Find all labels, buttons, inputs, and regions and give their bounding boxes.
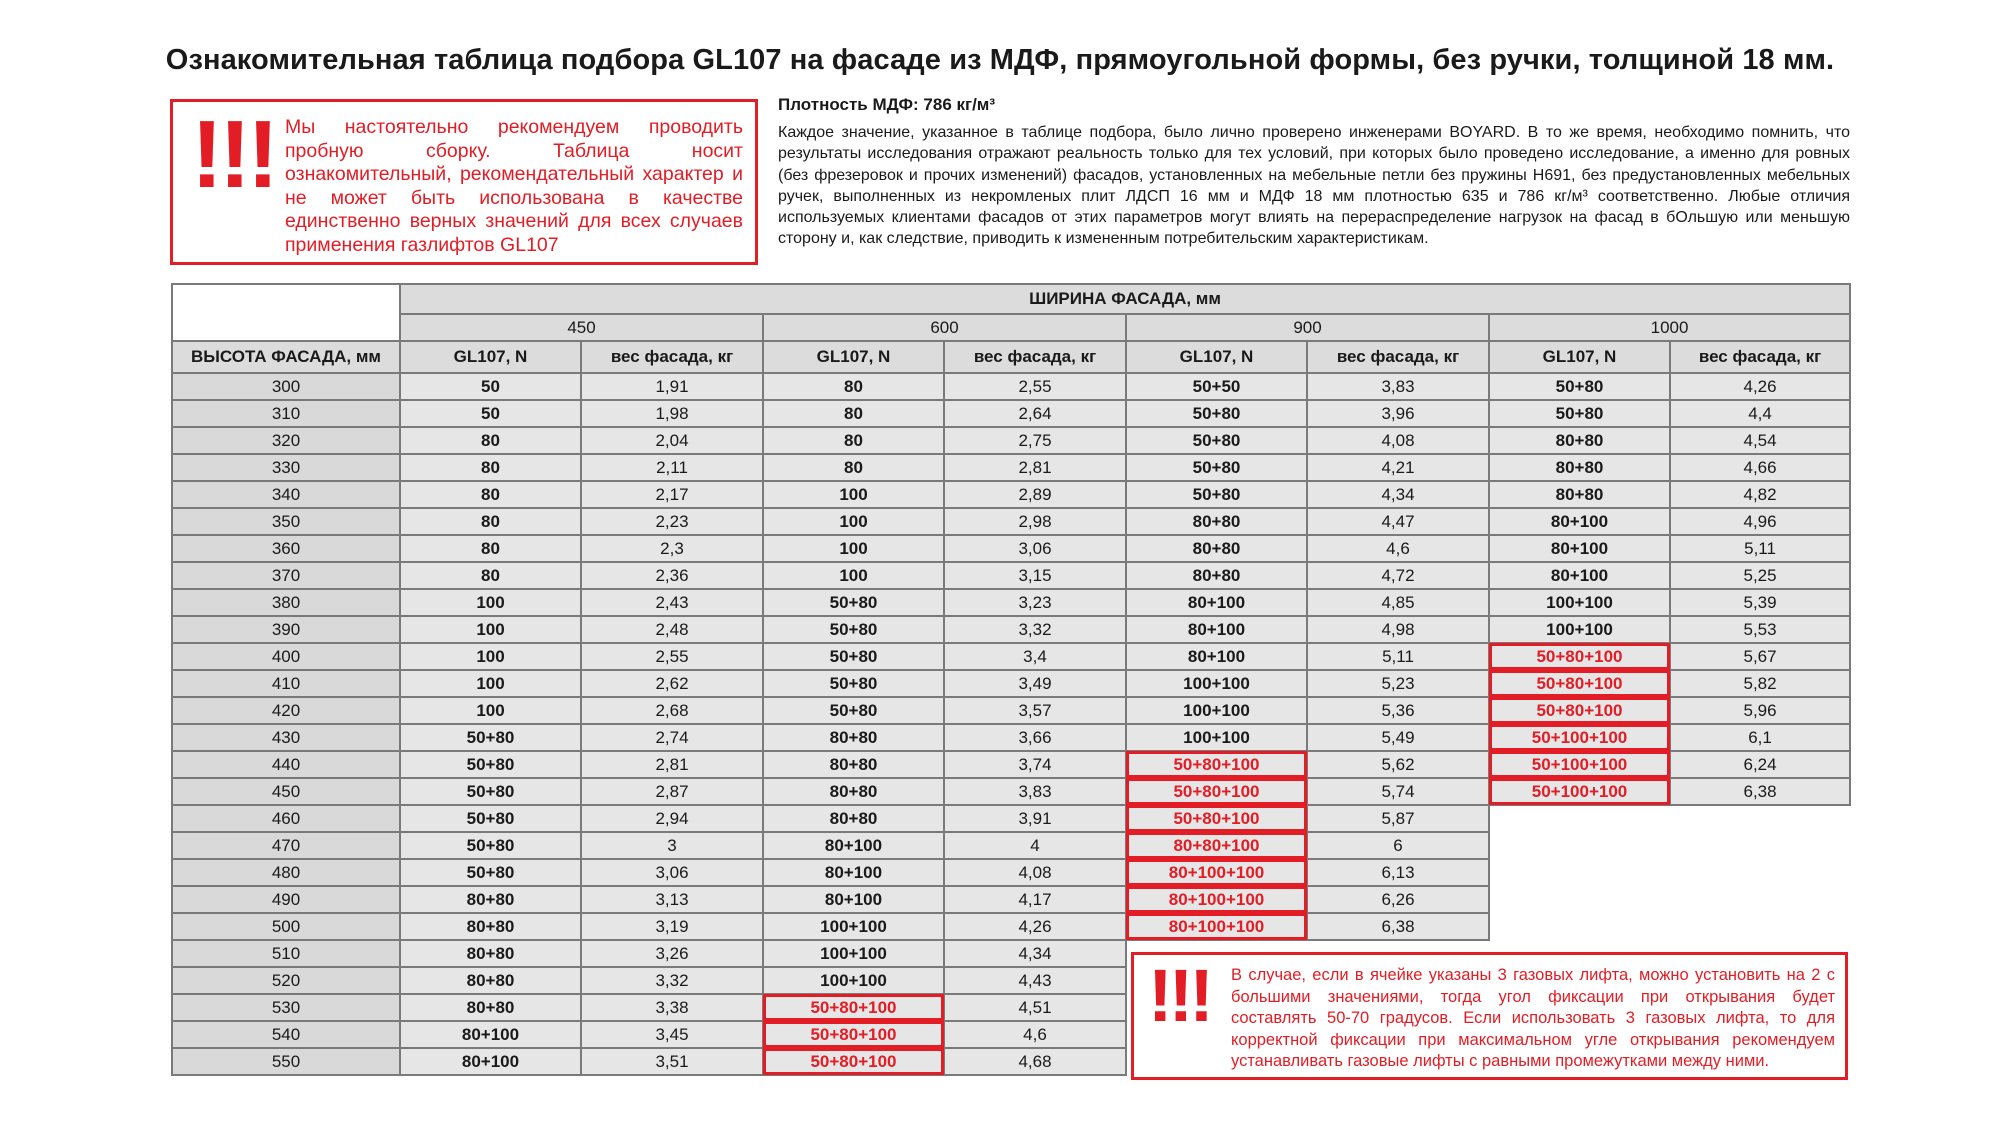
weight-cell: 3,74 [944, 751, 1126, 778]
weight-cell: 5,23 [1307, 670, 1489, 697]
table-row [172, 400, 1850, 427]
weight-cell: 5,11 [1670, 535, 1850, 562]
height-cell: 500 [172, 913, 400, 940]
weight-cell: 5,36 [1307, 697, 1489, 724]
height-header: ВЫСОТА ФАСАДА, мм [172, 341, 400, 373]
weight-cell: 2,98 [944, 508, 1126, 535]
warning-box-top [170, 99, 758, 265]
gl107-cell: 100+100 [763, 940, 944, 967]
weight-cell: 3,19 [581, 913, 763, 940]
gl107-cell: 80+100 [763, 859, 944, 886]
height-cell: 470 [172, 832, 400, 859]
gl107-cell: 50+80 [1489, 373, 1670, 400]
gl107-cell: 50+100+100 [1489, 751, 1670, 778]
gl107-cell: 80+80 [1489, 481, 1670, 508]
weight-cell: 5,67 [1670, 643, 1850, 670]
exclamation-icon: !!! [1148, 954, 1210, 1037]
gl107-cell: 80+80 [400, 886, 581, 913]
height-cell: 430 [172, 724, 400, 751]
weight-cell: 2,17 [581, 481, 763, 508]
weight-cell: 3,51 [581, 1048, 763, 1075]
weight-cell: 3,45 [581, 1021, 763, 1048]
warning-text-bottom: В случае, если в ячейке указаны 3 газовых лифта, можно установить на 2 с большими значениями, тогда угол фиксации при открывания будет составлять 50-70 градусов. Если использовать 3 газовых лифта, то для корректной фиксации при максимальном угле открывания рекомендуем устанавливать газовые лифты с равными промежутками между ними. [1231, 966, 1835, 1070]
weight-cell: 2,81 [581, 751, 763, 778]
warning-box-bottom [1131, 952, 1848, 1080]
weight-cell: 6,13 [1307, 859, 1489, 886]
gl107-cell: 80+80 [400, 913, 581, 940]
width-450-header: 450 [400, 314, 763, 341]
weight-cell: 6,26 [1307, 886, 1489, 913]
table-row [172, 643, 1850, 670]
gl107-cell: 50+80 [400, 778, 581, 805]
empty-cell [1489, 886, 1850, 913]
weight-cell: 5,96 [1670, 697, 1850, 724]
gl107-cell: 80 [400, 454, 581, 481]
gl107-cell: 80+80 [763, 778, 944, 805]
gl107-cell: 80+80 [400, 967, 581, 994]
weight-cell: 3,96 [1307, 400, 1489, 427]
weight-cell: 3,06 [944, 535, 1126, 562]
table-row [172, 913, 1850, 940]
height-cell: 420 [172, 697, 400, 724]
gl107-cell: 100+100 [1126, 724, 1307, 751]
table-row [172, 778, 1850, 805]
warning-text-top: Мы настоятельно рекомендуем проводить пробную сборку. Таблица носит ознакомительный, рекомендательный характер и не может быть использована в качестве единственно верных значений для всех случаев применения газлифтов GL107 [285, 116, 743, 256]
empty-cell [1489, 832, 1850, 859]
gl107-cell: 50+80+100 [1126, 805, 1307, 832]
weight-cell: 4,68 [944, 1048, 1126, 1075]
table-row [172, 481, 1850, 508]
weight-cell: 4,85 [1307, 589, 1489, 616]
table-row [172, 427, 1850, 454]
gl107-cell: 80+100 [1126, 616, 1307, 643]
weight-column-header: вес фасада, кг [1307, 341, 1489, 373]
table-row [172, 886, 1850, 913]
width-1000-header: 1000 [1489, 314, 1850, 341]
empty-cell [1489, 913, 1850, 940]
height-cell: 320 [172, 427, 400, 454]
gl107-cell: 50+80 [1126, 427, 1307, 454]
gl107-cell: 80+100 [400, 1048, 581, 1075]
height-cell: 310 [172, 400, 400, 427]
weight-cell: 4,26 [944, 913, 1126, 940]
weight-cell: 4,43 [944, 967, 1126, 994]
gl107-cell: 80+80 [400, 994, 581, 1021]
weight-cell: 5,82 [1670, 670, 1850, 697]
gl107-cell: 80+100 [763, 832, 944, 859]
weight-cell: 3,83 [1307, 373, 1489, 400]
weight-cell: 5,74 [1307, 778, 1489, 805]
weight-cell: 3 [581, 832, 763, 859]
gl107-cell: 80+100 [1489, 535, 1670, 562]
weight-cell: 4,96 [1670, 508, 1850, 535]
gl107-cell: 50+80 [1126, 454, 1307, 481]
gl107-cell: 80+80 [400, 940, 581, 967]
gl107-cell: 50+80 [1126, 400, 1307, 427]
height-cell: 480 [172, 859, 400, 886]
weight-column-header: вес фасада, кг [944, 341, 1126, 373]
gl107-cell: 50+80 [763, 670, 944, 697]
weight-cell: 3,4 [944, 643, 1126, 670]
gl107-cell: 80+100 [1489, 562, 1670, 589]
exclamation-icon: !!! [191, 101, 275, 208]
weight-cell: 2,55 [581, 643, 763, 670]
weight-cell: 3,06 [581, 859, 763, 886]
weight-cell: 2,89 [944, 481, 1126, 508]
gl107-cell: 80+100 [1126, 643, 1307, 670]
width-900-header: 900 [1126, 314, 1489, 341]
gl107-cell: 80+80 [1126, 562, 1307, 589]
table-row [172, 697, 1850, 724]
gl107-cell: 50+80 [763, 643, 944, 670]
weight-cell: 4,08 [944, 859, 1126, 886]
density-heading: Плотность МДФ: 786 кг/м³ [778, 95, 996, 114]
weight-cell: 4,72 [1307, 562, 1489, 589]
gl107-cell: 80 [763, 427, 944, 454]
weight-cell: 3,15 [944, 562, 1126, 589]
table-row [172, 535, 1850, 562]
table-row [172, 562, 1850, 589]
weight-cell: 3,49 [944, 670, 1126, 697]
weight-cell: 3,66 [944, 724, 1126, 751]
gl107-cell: 80+80 [763, 724, 944, 751]
gl107-cell: 100 [400, 616, 581, 643]
height-cell: 540 [172, 1021, 400, 1048]
weight-cell: 2,43 [581, 589, 763, 616]
weight-cell: 4,34 [944, 940, 1126, 967]
weight-cell: 4,98 [1307, 616, 1489, 643]
gl107-cell: 50+80+100 [1489, 697, 1670, 724]
weight-cell: 2,48 [581, 616, 763, 643]
weight-cell: 4,34 [1307, 481, 1489, 508]
gl107-cell: 50+80 [763, 589, 944, 616]
gl107-cell: 50+80 [400, 805, 581, 832]
height-cell: 510 [172, 940, 400, 967]
gl107-cell: 100+100 [1126, 670, 1307, 697]
gl107-cell: 50+80 [400, 832, 581, 859]
weight-cell: 6 [1307, 832, 1489, 859]
gl107-cell: 50+80+100 [763, 994, 944, 1021]
table-row [172, 454, 1850, 481]
weight-cell: 2,75 [944, 427, 1126, 454]
gl107-cell: 80+100 [1126, 589, 1307, 616]
weight-cell: 4 [944, 832, 1126, 859]
height-cell: 330 [172, 454, 400, 481]
height-cell: 520 [172, 967, 400, 994]
weight-cell: 6,24 [1670, 751, 1850, 778]
weight-column-header: вес фасада, кг [581, 341, 763, 373]
gl107-cell: 50+80+100 [1126, 778, 1307, 805]
gl107-cell: 80 [763, 400, 944, 427]
height-cell: 490 [172, 886, 400, 913]
table-row [172, 589, 1850, 616]
gl107-cell: 80 [400, 427, 581, 454]
weight-cell: 3,26 [581, 940, 763, 967]
gl107-cell: 100 [400, 589, 581, 616]
gl107-cell: 100 [763, 535, 944, 562]
weight-cell: 2,04 [581, 427, 763, 454]
weight-cell: 3,38 [581, 994, 763, 1021]
table-row [172, 859, 1850, 886]
gl107-cell: 80+100 [763, 886, 944, 913]
weight-cell: 5,39 [1670, 589, 1850, 616]
gl107-cell: 50 [400, 373, 581, 400]
gl107-cell: 100+100 [1489, 616, 1670, 643]
gl107-cell: 50+80+100 [763, 1021, 944, 1048]
table-corner [172, 284, 400, 341]
weight-cell: 3,23 [944, 589, 1126, 616]
weight-cell: 2,87 [581, 778, 763, 805]
gl107-cell: 80+80 [763, 805, 944, 832]
weight-cell: 6,38 [1307, 913, 1489, 940]
gl107-cell: 80+100+100 [1126, 913, 1307, 940]
gl107-cell: 100 [400, 643, 581, 670]
gl107-cell: 50+80 [400, 859, 581, 886]
height-cell: 400 [172, 643, 400, 670]
gl107-cell: 80 [400, 562, 581, 589]
gl107-cell: 80+80 [1126, 508, 1307, 535]
table-row [172, 373, 1850, 400]
height-cell: 370 [172, 562, 400, 589]
gl107-column-header: GL107, N [763, 341, 944, 373]
weight-cell: 3,32 [944, 616, 1126, 643]
weight-cell: 2,36 [581, 562, 763, 589]
gl107-cell: 80+100+100 [1126, 886, 1307, 913]
table-row [172, 805, 1850, 832]
table-row [172, 724, 1850, 751]
gl107-cell: 80+80 [763, 751, 944, 778]
weight-cell: 4,54 [1670, 427, 1850, 454]
gl107-cell: 100 [763, 508, 944, 535]
gl107-cell: 80 [763, 454, 944, 481]
weight-cell: 4,82 [1670, 481, 1850, 508]
height-cell: 410 [172, 670, 400, 697]
gl107-cell: 80+80 [1489, 454, 1670, 481]
table-row [172, 670, 1850, 697]
weight-cell: 4,17 [944, 886, 1126, 913]
weight-cell: 2,94 [581, 805, 763, 832]
gl107-column-header: GL107, N [1126, 341, 1307, 373]
height-cell: 300 [172, 373, 400, 400]
weight-cell: 2,68 [581, 697, 763, 724]
weight-cell: 4,6 [944, 1021, 1126, 1048]
height-cell: 460 [172, 805, 400, 832]
weight-cell: 2,23 [581, 508, 763, 535]
weight-cell: 1,91 [581, 373, 763, 400]
height-cell: 340 [172, 481, 400, 508]
weight-cell: 4,21 [1307, 454, 1489, 481]
weight-cell: 3,13 [581, 886, 763, 913]
empty-cell [1489, 805, 1850, 832]
table-row [172, 751, 1850, 778]
gl107-cell: 50+80 [400, 751, 581, 778]
weight-cell: 2,64 [944, 400, 1126, 427]
gl107-cell: 50+80 [400, 724, 581, 751]
page-title: Ознакомительная таблица подбора GL107 на фасаде из МДФ, прямоугольной формы, без ручки, толщиной 18 мм. [165, 44, 1835, 76]
weight-cell: 4,08 [1307, 427, 1489, 454]
weight-cell: 2,3 [581, 535, 763, 562]
gl107-cell: 100 [400, 670, 581, 697]
weight-cell: 4,51 [944, 994, 1126, 1021]
height-cell: 450 [172, 778, 400, 805]
weight-cell: 2,81 [944, 454, 1126, 481]
weight-column-header: вес фасада, кг [1670, 341, 1850, 373]
weight-cell: 6,38 [1670, 778, 1850, 805]
gl107-cell: 100+100 [763, 913, 944, 940]
gl107-cell: 50+80 [1489, 400, 1670, 427]
gl107-cell: 50+80+100 [1489, 643, 1670, 670]
weight-cell: 2,74 [581, 724, 763, 751]
weight-cell: 2,11 [581, 454, 763, 481]
gl107-column-header: GL107, N [1489, 341, 1670, 373]
height-cell: 530 [172, 994, 400, 1021]
description-paragraph: Каждое значение, указанное в таблице подбора, было лично проверено инженерами BOYARD. В то же время, необходимо помнить, что результаты исследования отражают реальность только для тех условий, при которых было проведено исследование, а именно для ровных (без фрезеровок и прочих изменений) фасадов, установленных на мебельные петли без пружины H691, без предустановленных мебельных ручек, выполненных из некромленых плит ЛДСП 16 мм и МДФ 18 мм плотностью 635 и 786 кг/м³ соответственно. Любые отличия используемых клиентами фасадов от этих параметров могут влиять на перераспределение нагрузок на фасад в бОльшую или меньшую сторону и, как следствие, приводить к измененным потребительским характеристикам. [778, 124, 1850, 248]
gl107-cell: 80 [400, 481, 581, 508]
gl107-cell: 80+80 [1126, 535, 1307, 562]
weight-cell: 5,25 [1670, 562, 1850, 589]
gl107-cell: 50+50 [1126, 373, 1307, 400]
gl107-cell: 100+100 [1489, 589, 1670, 616]
gl107-cell: 50+80 [763, 697, 944, 724]
gl107-cell: 80+80 [1489, 427, 1670, 454]
gl107-cell: 50+100+100 [1489, 778, 1670, 805]
gl107-column-header: GL107, N [400, 341, 581, 373]
weight-cell: 5,49 [1307, 724, 1489, 751]
weight-cell: 2,62 [581, 670, 763, 697]
weight-cell: 5,53 [1670, 616, 1850, 643]
height-cell: 390 [172, 616, 400, 643]
gl107-cell: 50+100+100 [1489, 724, 1670, 751]
gl107-cell: 100+100 [763, 967, 944, 994]
gl107-cell: 50+80 [1126, 481, 1307, 508]
gl107-cell: 80+100 [1489, 508, 1670, 535]
weight-cell: 3,83 [944, 778, 1126, 805]
weight-cell: 3,32 [581, 967, 763, 994]
gl107-cell: 100 [400, 697, 581, 724]
weight-cell: 4,26 [1670, 373, 1850, 400]
width-600-header: 600 [763, 314, 1126, 341]
gl107-cell: 100 [763, 562, 944, 589]
gl107-cell: 80 [763, 373, 944, 400]
weight-cell: 5,87 [1307, 805, 1489, 832]
table-row [172, 616, 1850, 643]
weight-cell: 4,47 [1307, 508, 1489, 535]
weight-cell: 1,98 [581, 400, 763, 427]
weight-cell: 5,62 [1307, 751, 1489, 778]
table-row [172, 508, 1850, 535]
weight-cell: 3,91 [944, 805, 1126, 832]
gl107-cell: 50+80 [763, 616, 944, 643]
weight-cell: 4,4 [1670, 400, 1850, 427]
gl107-cell: 50 [400, 400, 581, 427]
weight-cell: 6,1 [1670, 724, 1850, 751]
gl107-cell: 80+100+100 [1126, 859, 1307, 886]
height-cell: 360 [172, 535, 400, 562]
gl107-cell: 50+80+100 [1489, 670, 1670, 697]
width-header: ШИРИНА ФАСАДА, мм [400, 284, 1850, 314]
weight-cell: 4,6 [1307, 535, 1489, 562]
height-cell: 440 [172, 751, 400, 778]
empty-cell [1489, 859, 1850, 886]
gl107-cell: 50+80+100 [1126, 751, 1307, 778]
height-cell: 350 [172, 508, 400, 535]
height-cell: 380 [172, 589, 400, 616]
gl107-cell: 50+80+100 [763, 1048, 944, 1075]
weight-cell: 5,11 [1307, 643, 1489, 670]
weight-cell: 4,66 [1670, 454, 1850, 481]
gl107-cell: 100+100 [1126, 697, 1307, 724]
gl107-cell: 80+100 [400, 1021, 581, 1048]
weight-cell: 3,57 [944, 697, 1126, 724]
table-row [172, 832, 1850, 859]
gl107-cell: 80 [400, 535, 581, 562]
gl107-cell: 100 [763, 481, 944, 508]
height-cell: 550 [172, 1048, 400, 1075]
weight-cell: 2,55 [944, 373, 1126, 400]
gl107-cell: 80+80+100 [1126, 832, 1307, 859]
gl107-cell: 80 [400, 508, 581, 535]
